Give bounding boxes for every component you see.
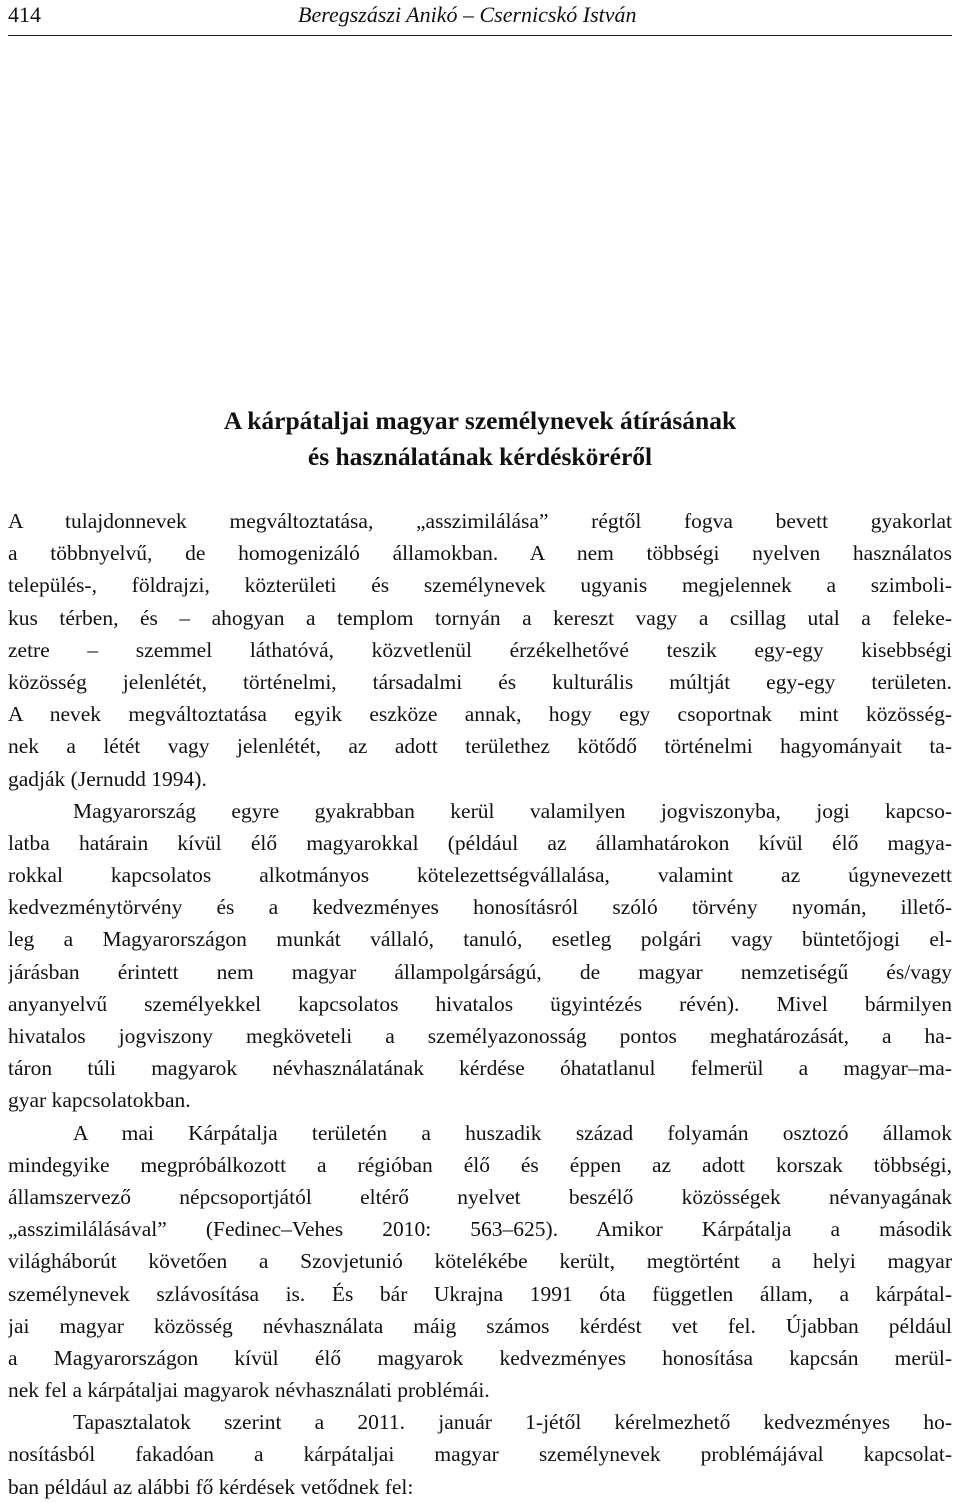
running-head-authors: Beregszászi Anikó – Csernicskó István [298,2,637,27]
text-line: államszervező népcsoportjától eltérő nyelvet beszélő közösségek névanyagának [8,1184,952,1209]
text-line: Tapasztalatok szerint a 2011. január 1-jétől kérelmezhető kedvezményes ho- [73,1410,952,1435]
text-line: jai magyar közösség névhasználata máig számos kérdést vet fel. Újabban például [8,1313,952,1338]
paragraph-1 [8,505,952,795]
text-line: nosításból fakadóan a kárpátaljai magyar személynevek problémájával kapcsolat- [8,1442,952,1467]
text-line: „asszimilálásával” (Fedinec–Vehes 2010: 563–625). Amikor Kárpátalja a második [8,1217,952,1242]
text-line: zetre – szemmel láthatóvá, közvetlenül érzékelhetővé teszik egy-egy kisebbségi [8,637,952,662]
page-number: 414 [8,2,41,27]
running-header [8,0,952,30]
text-line: hivatalos jogviszony megköveteli a személyazonosság pontos meghatározását, a ha- [8,1024,952,1048]
paragraph-2 [8,795,952,1117]
text-line: rokkal kapcsolatos alkotmányos kötelezettségvállalása, valamint az úgynevezett [8,863,952,888]
text-line: kus térben, és – ahogyan a templom tornyán a kereszt vagy a csillag utal a feleke- [8,605,952,630]
text-line: anyanyelvű személyekkel kapcsolatos hivatalos ügyintézés révén). Mivel bármilyen [8,991,952,1016]
article-title [8,403,952,475]
title-line-2: és használatának kérdésköréről [307,442,653,471]
text-line: gadják (Jernudd 1994). [8,766,207,791]
text-line: latba határain kívül élő magyarokkal (például az államhatárokon kívül élő magya- [8,830,952,855]
text-line: gyar kapcsolatokban. [8,1088,191,1113]
text-line: A mai Kárpátalja területén a huszadik század folyamán osztozó államok [73,1120,952,1145]
text-line: személynevek szlávosítása is. És bár Ukrajna 1991 óta független állam, a kárpátal- [8,1281,952,1306]
text-line: táron túli magyarok névhasználatának kérdése óhatatlanul felmerül a magyar–ma- [8,1056,952,1081]
text-line: közösség jelenlétét, történelmi, társadalmi és kulturális múltját egy-egy területen. [8,669,952,694]
text-line: Magyarország egyre gyakrabban kerül valamilyen jogviszonyba, jogi kapcso- [73,798,952,823]
text-line: a többnyelvű, de homogenizáló államokban. A nem többségi nyelven használatos [8,541,952,566]
text-line: kedvezménytörvény és a kedvezményes honosításról szóló törvény nyomán, illető- [8,895,952,920]
text-line: A nevek megváltoztatása egyik eszköze annak, hogy egy csoportnak mint közösség- [8,702,952,727]
text-line: nek a létét vagy jelenlétét, az adott területhez kötődő történelmi hagyományait ta- [8,734,952,759]
text-line: járásban érintett nem magyar állampolgárságú, de magyar nemzetiségű és/vagy [8,959,952,984]
text-line: nek fel a kárpátaljai magyarok névhasználati problémái. [8,1378,490,1403]
text-line: a Magyarországon kívül élő magyarok kedvezményes honosítása kapcsán merül- [8,1345,952,1370]
text-line: világháborút követően a Szovjetunió kötelékébe került, megtörtént a helyi magyar [8,1249,952,1274]
text-line: ban például az alábbi fő kérdések vetődnek fel: [8,1474,414,1499]
text-line: leg a Magyarországon munkát vállaló, tanuló, esetleg polgári vagy büntetőjogi el- [8,927,952,952]
header-rule [8,35,952,36]
paragraph-3 [8,1117,952,1407]
text-line: A tulajdonnevek megváltoztatása, „asszimilálása” régtől fogva bevett gyakorlat [8,509,952,533]
body-text [8,505,952,1503]
title-line-1: A kárpátaljai magyar személynevek átírásának [223,406,737,435]
paragraph-4 [8,1406,952,1503]
text-line: település-, földrajzi, közterületi és személynevek ugyanis megjelennek a szimboli- [8,573,952,598]
text-line: mindegyike megpróbálkozott a régióban élő és éppen az adott korszak többségi, [8,1152,952,1177]
